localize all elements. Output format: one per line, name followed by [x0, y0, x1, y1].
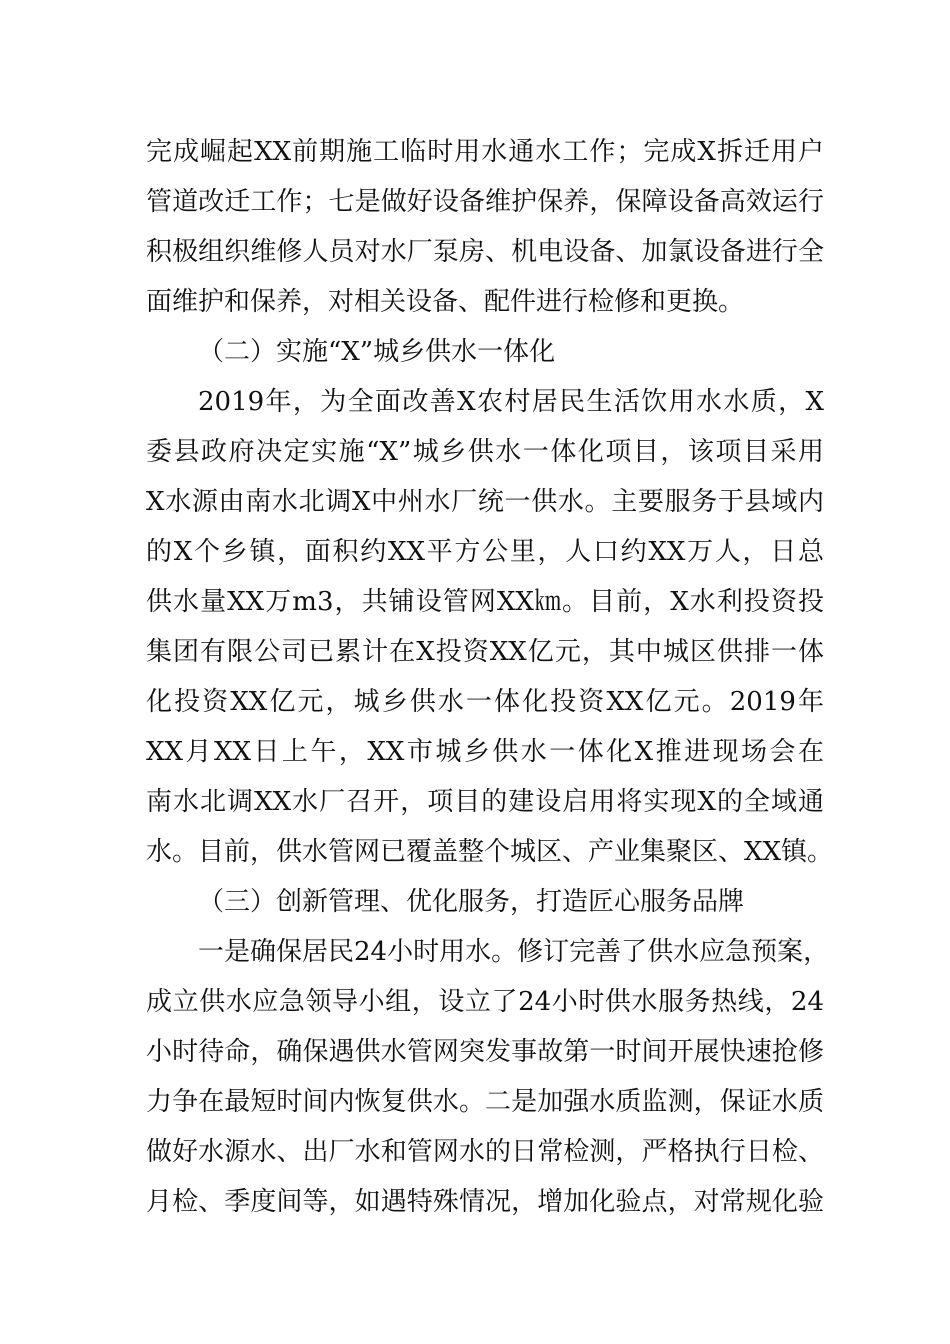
body-line: XX月XX日上午，XX市城乡供水一体化X推进现场会在 [146, 737, 824, 767]
document-body [146, 127, 834, 1227]
body-line: 化投资XX亿元，城乡供水一体化投资XX亿元。2019年 [146, 687, 824, 717]
section-heading: （三）创新管理、优化服务，打造匠心服务品牌 [198, 887, 745, 917]
body-line: 管道改迁工作；七是做好设备维护保养，保障设备高效运行 [146, 187, 824, 217]
body-line: 南水北调XX水厂召开，项目的建设启用将实现X的全域通 [146, 787, 824, 817]
body-line: 水。目前，供水管网已覆盖整个城区、产业集聚区、XX镇。 [146, 837, 834, 867]
body-line: 小时待命，确保遇供水管网突发事故第一时间开展快速抢修 [146, 1037, 824, 1067]
body-line: 2019年，为全面改善X农村居民生活饮用水水质，X [198, 387, 824, 417]
body-line: 面维护和保养，对相关设备、配件进行检修和更换。 [146, 287, 745, 317]
body-line: 月检、季度间等，如遇特殊情况，增加化验点，对常规化验 [146, 1187, 824, 1217]
body-line: X水源由南水北调X中州水厂统一供水。主要服务于县域内 [146, 487, 824, 517]
body-line: 成立供水应急领导小组，设立了24小时供水服务热线，24 [146, 987, 824, 1017]
body-line: 力争在最短时间内恢复供水。二是加强水质监测，保证水质 [146, 1087, 824, 1117]
body-line: 一是确保居民24小时用水。修订完善了供水应急预案， [198, 937, 830, 967]
body-line: 积极组织维修人员对水厂泵房、机电设备、加氯设备进行全 [146, 237, 824, 267]
body-line: 集团有限公司已累计在X投资XX亿元，其中城区供排一体 [146, 637, 824, 667]
body-line: 委县政府决定实施“X”城乡供水一体化项目，该项目采用 [146, 437, 824, 467]
body-line: 的X个乡镇，面积约XX平方公里，人口约XX万人，日总 [146, 537, 824, 567]
section-heading: （二）实施“X”城乡供水一体化 [198, 337, 556, 367]
body-line: 完成崛起XX前期施工临时用水通水工作；完成X拆迁用户 [146, 137, 824, 167]
body-line: 供水量XX万m3，共铺设管网XX㎞。目前，X水利投资投 [146, 587, 824, 617]
body-line: 做好水源水、出厂水和管网水的日常检测，严格执行日检、 [146, 1137, 824, 1167]
